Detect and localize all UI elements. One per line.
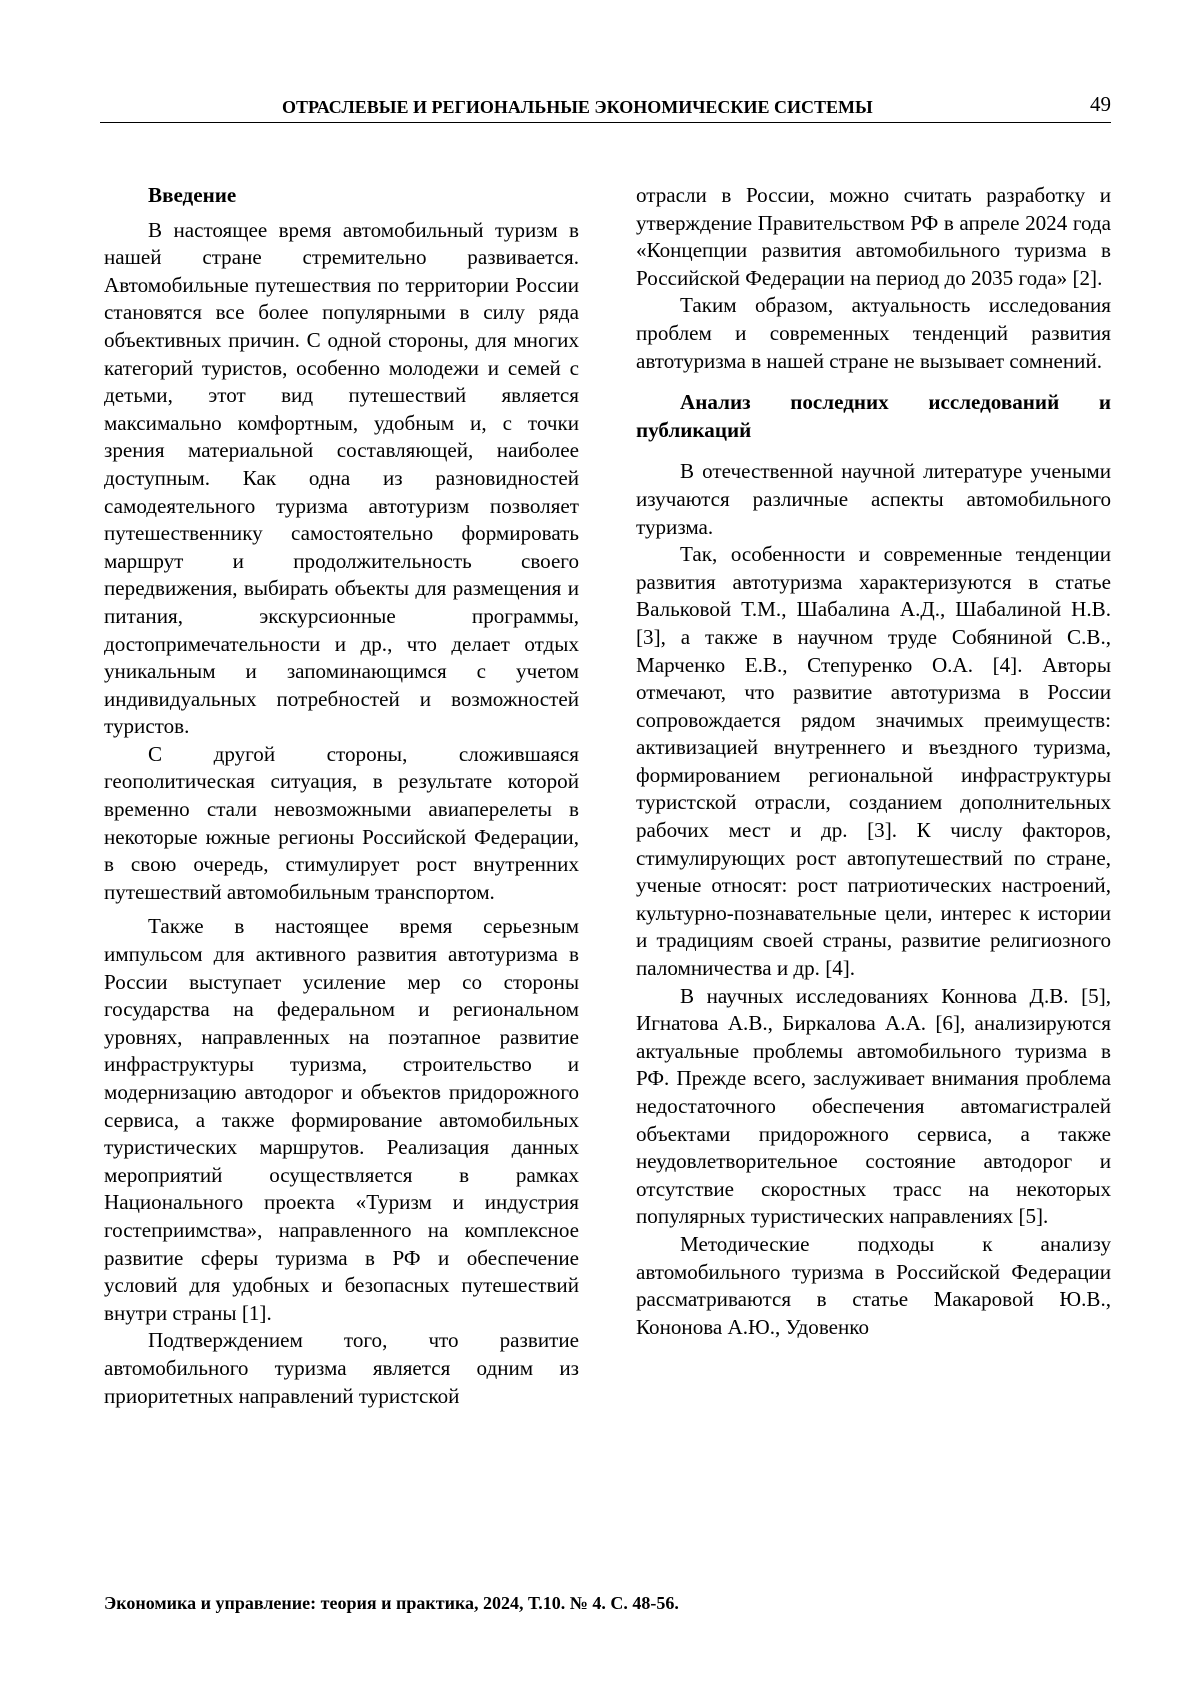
right-column (636, 182, 1111, 1341)
running-header (100, 96, 1111, 123)
page-number: 49 (1090, 93, 1111, 115)
journal-section-title: ОТРАСЛЕВЫЕ И РЕГИОНАЛЬНЫЕ ЭКОНОМИЧЕСКИЕ СИСТЕМЫ (282, 96, 873, 118)
section-heading-literature-review: Анализ последних исследований и публикаций (636, 389, 1111, 444)
journal-citation-footer: Экономика и управление: теория и практика, 2024, Т.10. № 4. С. 48-56. (104, 1592, 679, 1614)
paragraph: Таким образом, актуальность исследования проблем и современных тенденций развития автотуризма в нашей стране не вызывает сомнений. (636, 292, 1111, 375)
paragraph: В настоящее время автомобильный туризм в нашей стране стремительно развивается. Автомобильные путешествия по территории России становятся все более популярными в силу ряда объективных причин. С одной стороны, для многих категорий туристов, особенно молодежи и семей с детьми, этот вид путешествий является максимально комфортным, удобным и, с точки зрения материальной составляющей, наиболее доступным. Как одна из разновидностей самодеятельного туризма автотуризм позволяет путешественнику самостоятельно формировать маршрут и продолжительность своего передвижения, выбирать объекты для размещения и питания, экскурсионные программы, достопримечательности и др., что делает отдых уникальным и запоминающимся с учетом индивидуальных потребностей и возможностей туристов. (104, 217, 579, 741)
paragraph: Также в настоящее время серьезным импульсом для активного развития автотуризма в России выступает усиление мер со стороны государства на федеральном и региональном уровнях, направленных на поэтапное развитие инфраструктуры туризма, строительство и модернизацию автодорог и объектов придорожного сервиса, а также формирование автомобильных туристических маршрутов. Реализация данных мероприятий осуществляется в рамках Национального проекта «Туризм и индустрия гостеприимства», направленного на комплексное развитие сферы туризма в РФ и обеспечение условий для удобных и безопасных путешествий внутри страны [1]. (104, 913, 579, 1327)
paragraph: Подтверждением того, что развитие автомобильного туризма является одним из приоритетных направлений туристской (104, 1327, 579, 1410)
left-column (104, 182, 579, 1410)
paragraph: С другой стороны, сложившаяся геополитическая ситуация, в результате которой временно стали невозможными авиаперелеты в некоторые южные регионы Российской Федерации, в свою очередь, стимулирует рост внутренних путешествий автомобильным транспортом. (104, 741, 579, 907)
paragraph: Методические подходы к анализу автомобильного туризма в Российской Федерации рассматриваются в статье Макаровой Ю.В., Кононова А.Ю., Удовенко (636, 1231, 1111, 1341)
paragraph: Так, особенности и современные тенденции развития автотуризма характеризуются в статье Вальковой Т.М., Шабалина А.Д., Шабалиной Н.В. [3], а также в научном труде Собяниной С.В., Марченко Е.В., Степуренко О.А. [4]. Авторы отмечают, что развитие автотуризма в России сопровождается рядом значимых преимуществ: активизацией внутреннего и въездного туризма, формированием региональной инфраструктуры туристской отрасли, созданием дополнительных рабочих мест и др. [3]. К числу факторов, стимулирующих рост автопутешествий по стране, ученые относят: рост патриотических настроений, культурно-познавательные цели, интерес к истории и традициям своей страны, развитие религиозного паломничества и др. [4]. (636, 541, 1111, 983)
paragraph: В научных исследованиях Коннова Д.В. [5], Игнатова А.В., Биркалова А.А. [6], анализируются актуальные проблемы автомобильного туризма в РФ. Прежде всего, заслуживает внимания проблема недостаточного обеспечения автомагистралей объектами придорожного сервиса, а также неудовлетворительное состояние автодорог и отсутствие скоростных трасс на некоторых популярных туристических направлениях [5]. (636, 983, 1111, 1231)
section-heading-introduction: Введение (104, 182, 579, 210)
paragraph: В отечественной научной литературе учеными изучаются различные аспекты автомобильного туризма. (636, 458, 1111, 541)
paragraph-continuation: отрасли в России, можно считать разработку и утверждение Правительством РФ в апреле 2024 года «Концепции развития автомобильного туризма в Российской Федерации на период до 2035 года» [2]. (636, 182, 1111, 292)
